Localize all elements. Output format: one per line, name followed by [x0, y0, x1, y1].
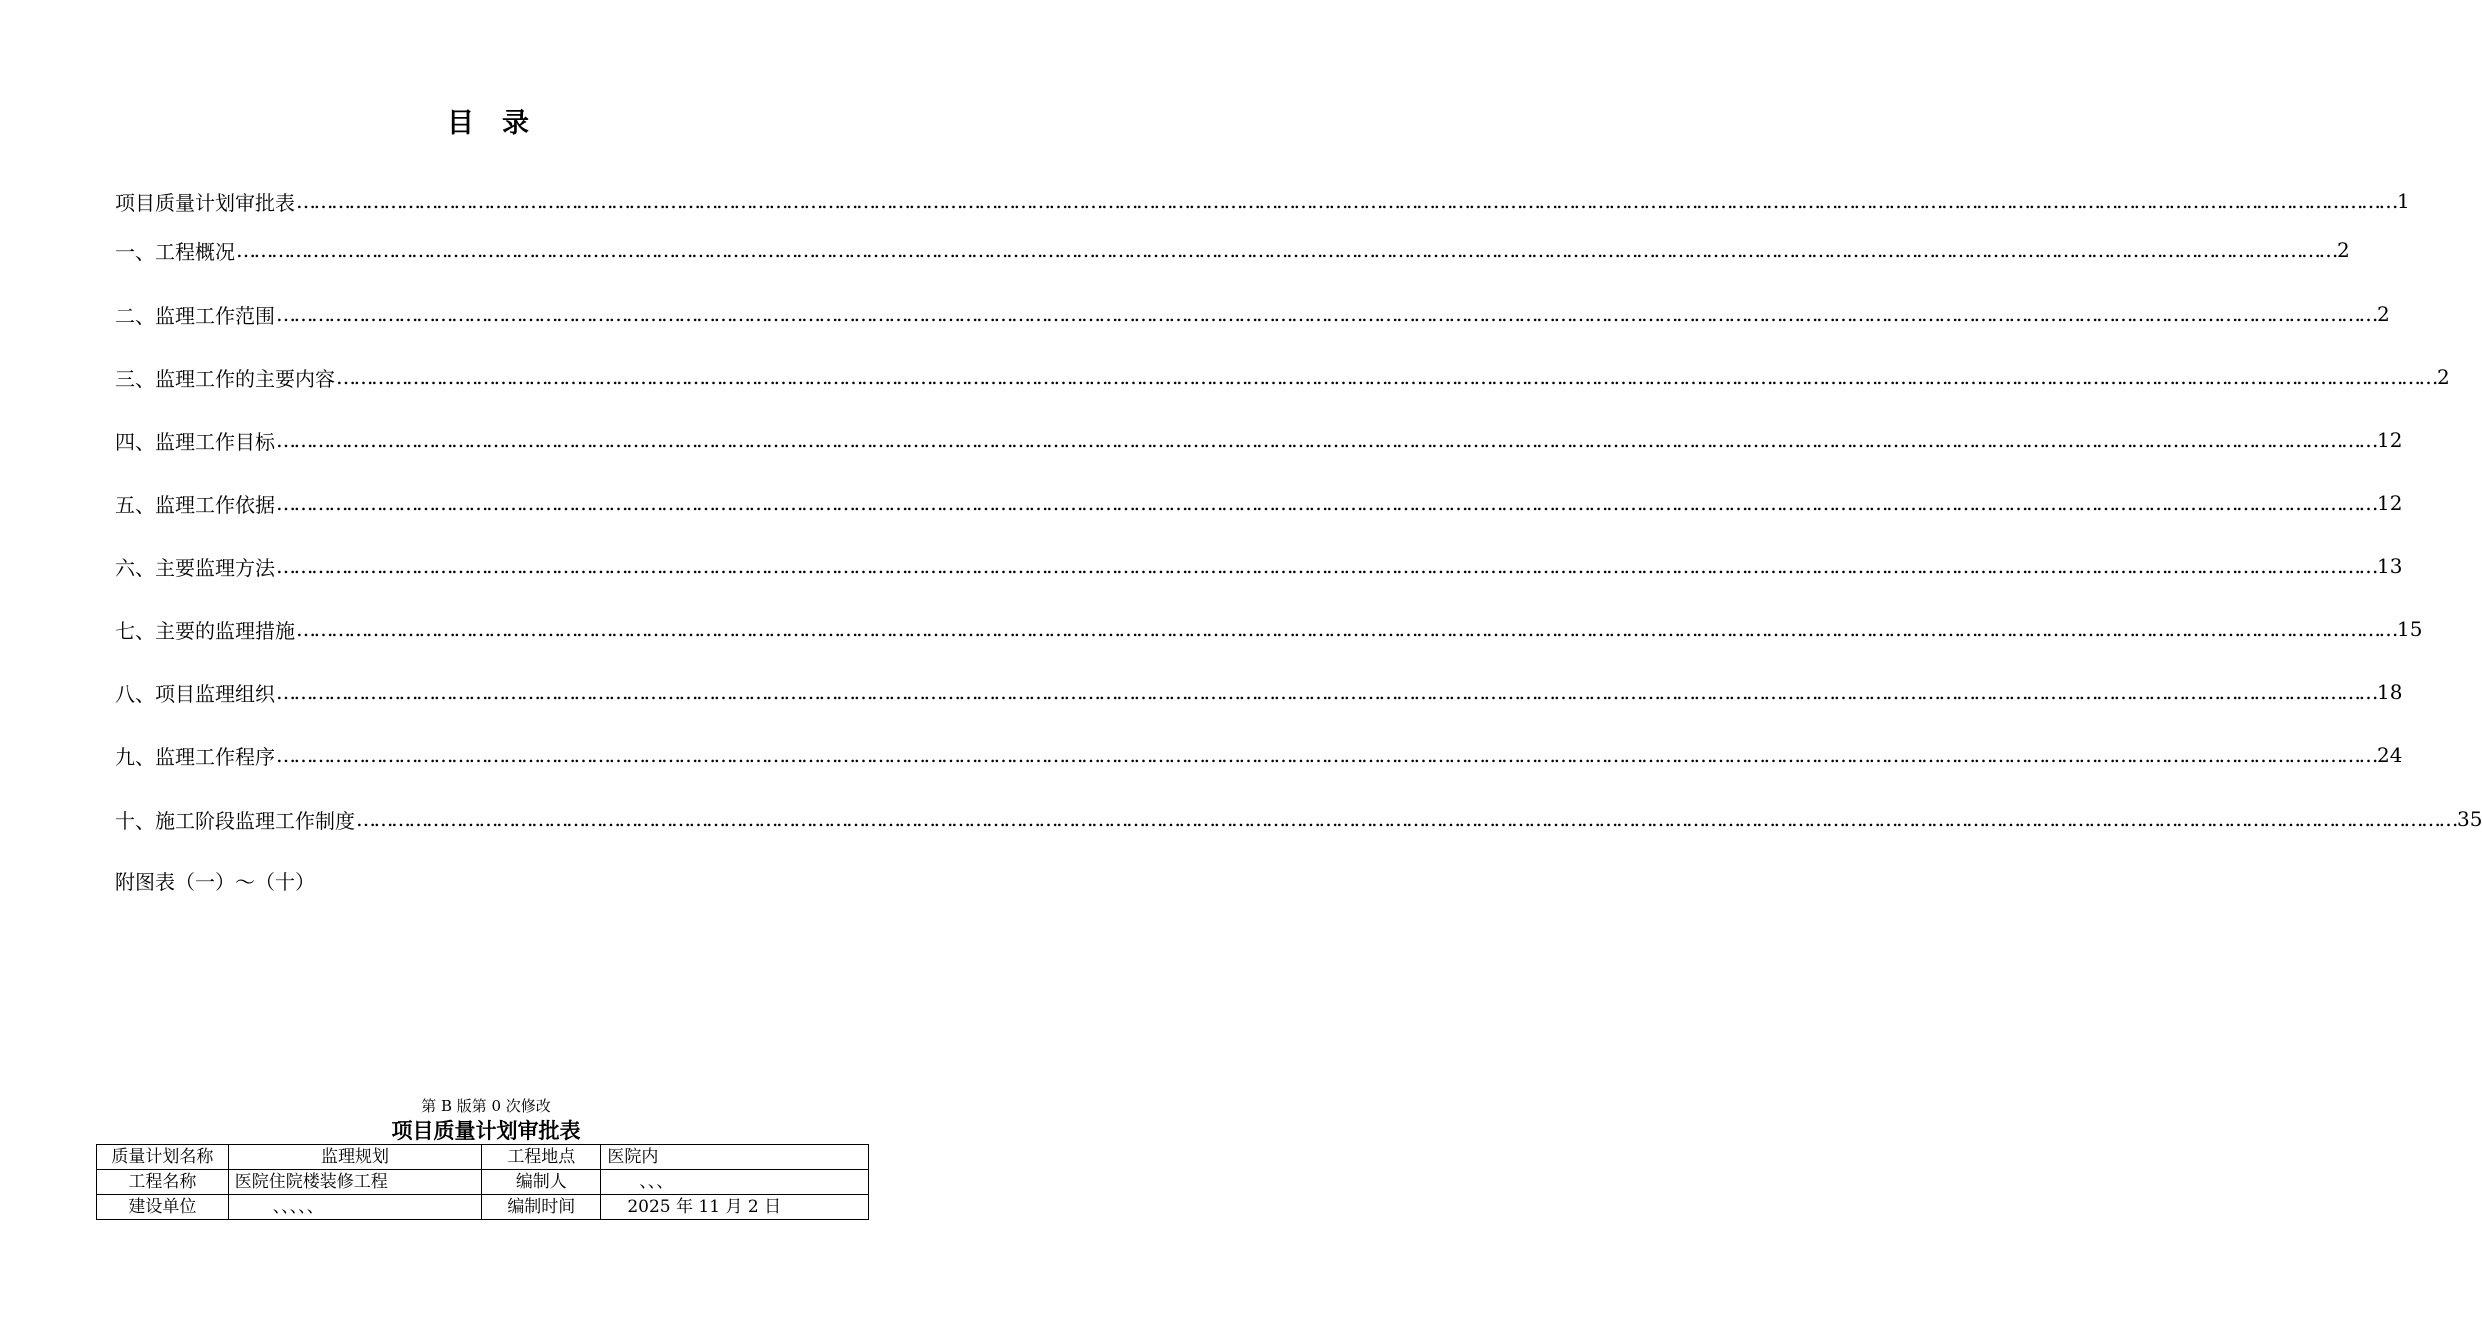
toc-item-label: 五、监理工作依据 — [115, 492, 275, 517]
table-cell-value: 监理规划 — [228, 1145, 482, 1170]
table-cell-label: 编制时间 — [482, 1195, 601, 1220]
toc-item[interactable] — [115, 551, 2403, 581]
toc-item[interactable] — [115, 425, 2403, 455]
toc-leader-dots: ……………………………………………………………………………………………………………………………………………………………………………………………………………………………………………………………………………………………………………………………… — [276, 302, 2376, 326]
toc-item-label: 六、主要监理方法 — [115, 555, 275, 580]
table-row — [97, 1195, 869, 1220]
toc-item[interactable] — [115, 186, 2410, 216]
toc-leader-dots: ……………………………………………………………………………………………………………………………………………………………………………………………………………………………………………………………………………………………………………………………… — [336, 365, 2436, 389]
toc-title-part2: 录 — [502, 108, 529, 139]
toc-item[interactable] — [115, 488, 2403, 518]
toc-appendix[interactable]: 附图表（一）～（十） — [115, 870, 315, 894]
toc-title-part1: 目 — [447, 108, 474, 139]
toc-item[interactable] — [115, 677, 2403, 707]
toc-item-label: 九、监理工作程序 — [115, 744, 275, 769]
toc-item-label: 七、主要的监理措施 — [115, 618, 295, 643]
toc-item-label: 八、项目监理组织 — [115, 681, 275, 706]
toc-item-page: 12 — [2377, 428, 2403, 452]
toc-item-label: 四、监理工作目标 — [115, 429, 275, 454]
toc-item-page: 12 — [2377, 491, 2403, 515]
toc-item-page: 2 — [2377, 302, 2390, 326]
toc-item-label: 三、监理工作的主要内容 — [115, 366, 335, 391]
toc-item-label: 一、工程概况 — [115, 239, 235, 264]
toc-leader-dots: ……………………………………………………………………………………………………………………………………………………………………………………………………………………………………………………………………………………………………………………………… — [276, 491, 2376, 515]
toc-leader-dots: ……………………………………………………………………………………………………………………………………………………………………………………………………………………………………………………………………………………………………………………………… — [356, 807, 2456, 831]
toc-item[interactable] — [115, 299, 2390, 329]
table-cell-value: 医院住院楼装修工程 — [228, 1170, 482, 1195]
toc-leader-dots: ……………………………………………………………………………………………………………………………………………………………………………………………………………………………………………………………………………………………………………………………… — [276, 743, 2376, 767]
toc-item-page: 35 — [2457, 807, 2482, 831]
toc-leader-dots: ……………………………………………………………………………………………………………………………………………………………………………………………………………………………………………………………………………………………………………………………… — [296, 617, 2396, 641]
table-cell-label: 工程地点 — [482, 1145, 601, 1170]
toc-leader-dots: ……………………………………………………………………………………………………………………………………………………………………………………………………………………………………………………………………………………………………………………………… — [276, 554, 2376, 578]
toc-item-page: 13 — [2377, 554, 2403, 578]
form-title: 项目质量计划审批表 — [391, 1118, 581, 1143]
table-cell-value: 医院内 — [601, 1145, 869, 1170]
toc-item-page: 2 — [2337, 238, 2350, 262]
toc-item[interactable] — [115, 614, 2423, 644]
toc-item-page: 2 — [2437, 365, 2450, 389]
table-cell-label: 编制人 — [482, 1170, 601, 1195]
toc-leader-dots: ……………………………………………………………………………………………………………………………………………………………………………………………………………………………………………………………………………………………………………………………… — [276, 680, 2376, 704]
toc-item-page: 24 — [2377, 743, 2403, 767]
toc-title — [0, 104, 976, 144]
approval-table — [96, 1144, 869, 1220]
toc-item[interactable] — [115, 804, 2482, 834]
toc-item-label: 十、施工阶段监理工作制度 — [115, 808, 355, 833]
table-row — [97, 1170, 869, 1195]
toc-item-page: 18 — [2377, 680, 2403, 704]
toc-leader-dots: ……………………………………………………………………………………………………………………………………………………………………………………………………………………………………………………………………………………………………………………………… — [236, 238, 2336, 262]
table-cell-label: 质量计划名称 — [97, 1145, 229, 1170]
toc-leader-dots: ……………………………………………………………………………………………………………………………………………………………………………………………………………………………………………………………………………………………………………………………… — [276, 428, 2376, 452]
toc-item-page: 15 — [2397, 617, 2423, 641]
toc-item-label: 二、监理工作范围 — [115, 303, 275, 328]
revision-note: 第 B 版第 0 次修改 — [421, 1097, 551, 1115]
toc-item-page: 1 — [2397, 189, 2410, 213]
toc-item-label: 项目质量计划审批表 — [115, 190, 295, 215]
table-cell-value: 、、、、、 — [228, 1195, 482, 1220]
table-cell-value: 、、、 — [601, 1170, 869, 1195]
table-row — [97, 1145, 869, 1170]
table-cell-value: 2025 年 11 月 2 日 — [601, 1195, 869, 1220]
toc-leader-dots: ……………………………………………………………………………………………………………………………………………………………………………………………………………………………………………………………………………………………………………………………… — [296, 189, 2396, 213]
toc-item[interactable] — [115, 235, 2350, 265]
table-cell-label: 建设单位 — [97, 1195, 229, 1220]
toc-item[interactable] — [115, 362, 2450, 392]
toc-item[interactable] — [115, 740, 2403, 770]
table-cell-label: 工程名称 — [97, 1170, 229, 1195]
